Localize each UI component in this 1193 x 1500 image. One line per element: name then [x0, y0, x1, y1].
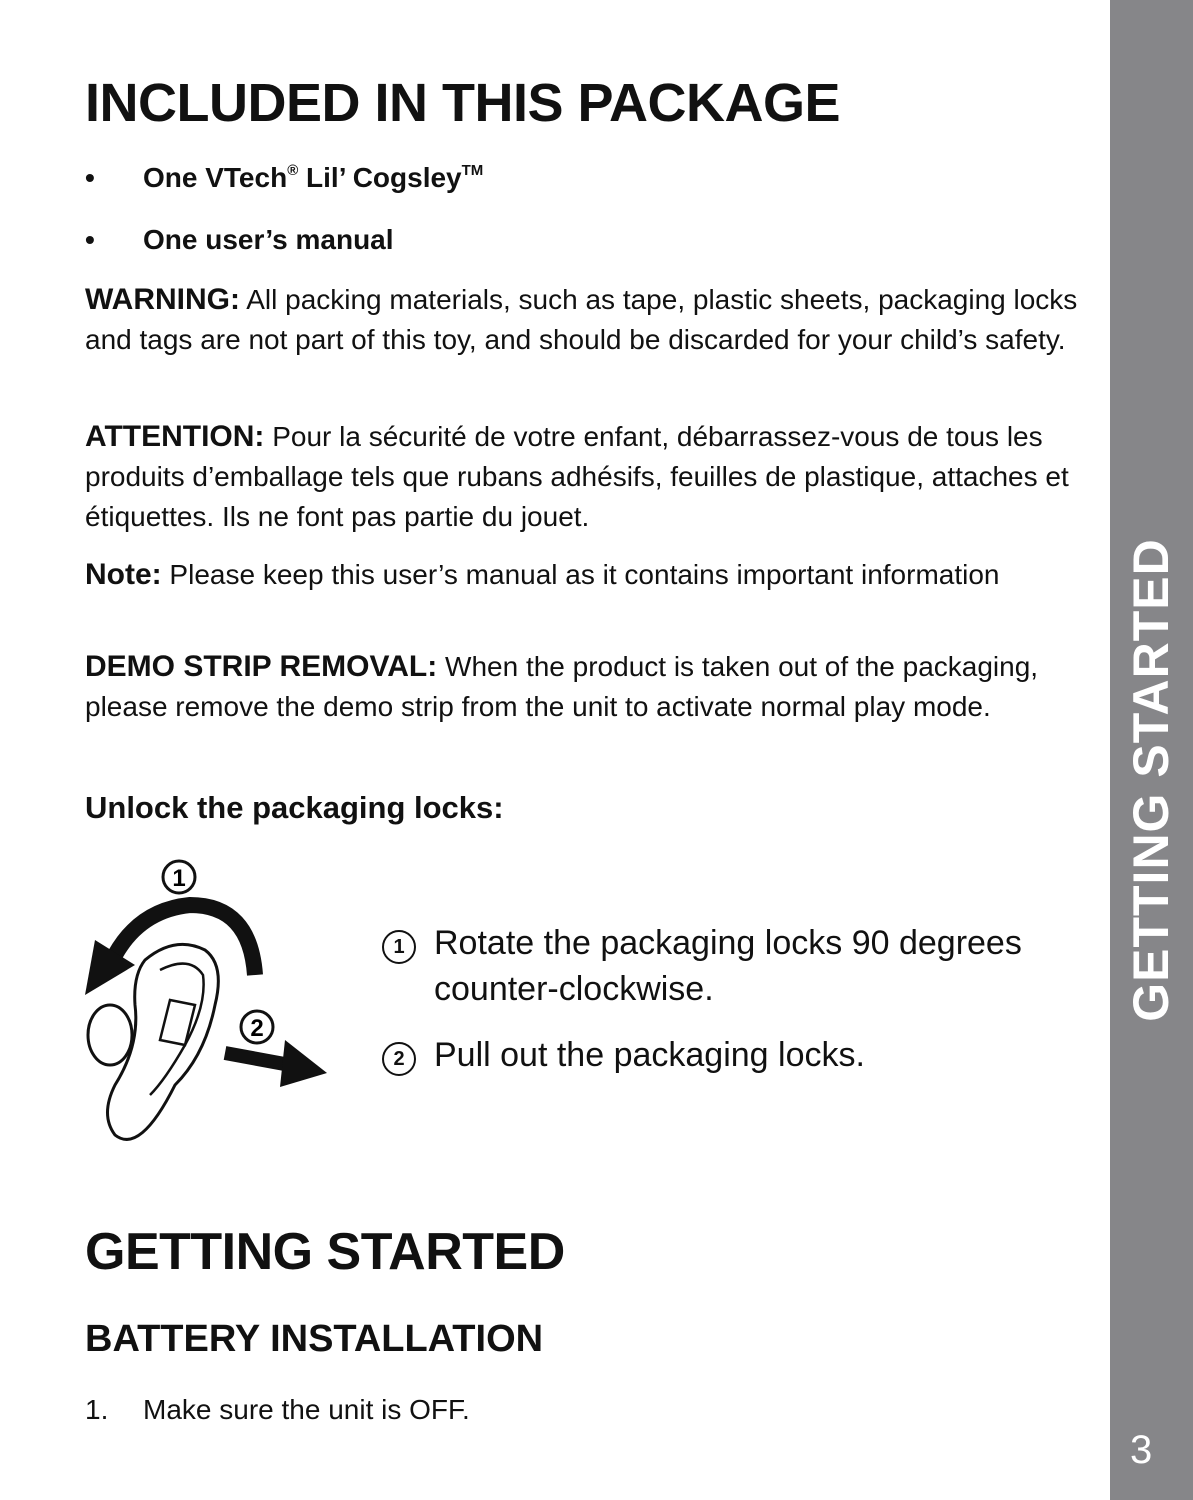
step-text: Pull out the packaging locks. — [434, 1036, 865, 1074]
step-number-badge: 2 — [382, 1042, 416, 1076]
demo-text: When the product is taken out of the packaging, please remove the demo strip from the unit to activate normal play mode. — [85, 651, 1039, 722]
attention-paragraph — [85, 417, 1090, 537]
demo-paragraph — [85, 647, 1090, 727]
step-text: Rotate the packaging locks 90 degrees counter-clockwise. — [434, 924, 1022, 1008]
page-number: 3 — [1130, 1428, 1153, 1472]
registered-mark: ® — [287, 162, 299, 179]
unlock-steps — [382, 920, 1102, 1098]
warning-paragraph — [85, 280, 1090, 360]
step-text: Make sure the unit is OFF. — [143, 1394, 470, 1425]
warning-label: WARNING: — [85, 283, 240, 316]
list-item — [85, 222, 483, 284]
demo-label: DEMO STRIP REMOVAL: — [85, 650, 438, 683]
pull-arrowhead-icon — [280, 1040, 327, 1087]
packaging-lock-illustration-icon — [85, 855, 345, 1155]
unlock-step — [382, 1032, 1102, 1078]
attention-text: Pour la sécurité de votre enfant, débarrassez-vous de tous les produits d’emballage tels que rubans adhésifs, feuilles de plastique, attaches et étiquettes. Ils ne font pas partie du jouet. — [85, 421, 1069, 532]
note-label: Note: — [85, 558, 162, 591]
step-number: 1. — [85, 1394, 109, 1425]
lock-knob-icon — [88, 1005, 132, 1065]
pull-step-number: 2 — [250, 1015, 264, 1042]
item-text-2: Lil’ Cogsley — [298, 162, 462, 193]
side-tab-title: GETTING STARTED — [1123, 538, 1179, 1022]
package-contents-list — [85, 160, 483, 284]
unlock-heading: Unlock the packaging locks: — [85, 790, 504, 825]
bullet: • — [85, 224, 95, 255]
attention-label: ATTENTION: — [85, 420, 265, 453]
note-text: Please keep this user’s manual as it contains important information — [161, 559, 1000, 590]
item-text: One user’s manual — [143, 224, 394, 255]
rotate-step-number: 1 — [172, 865, 186, 892]
getting-started-heading: GETTING STARTED — [85, 1223, 565, 1281]
note-paragraph — [85, 555, 1090, 595]
trademark: TM — [461, 162, 484, 179]
step-number-badge: 1 — [382, 930, 416, 964]
included-heading: INCLUDED IN THIS PACKAGE — [85, 73, 841, 133]
item-text: One VTech — [143, 162, 288, 193]
battery-steps-list — [85, 1390, 470, 1430]
list-item — [85, 160, 483, 222]
bullet: • — [85, 162, 95, 193]
battery-installation-heading: BATTERY INSTALLATION — [85, 1318, 544, 1360]
pull-arrow-icon — [225, 1053, 290, 1065]
list-item — [85, 1390, 470, 1430]
unlock-step — [382, 920, 1102, 1012]
warning-text: All packing materials, such as tape, plastic sheets, packaging locks and tags are not part of this toy, and should be discarded for your child’s safety. — [85, 284, 1078, 355]
